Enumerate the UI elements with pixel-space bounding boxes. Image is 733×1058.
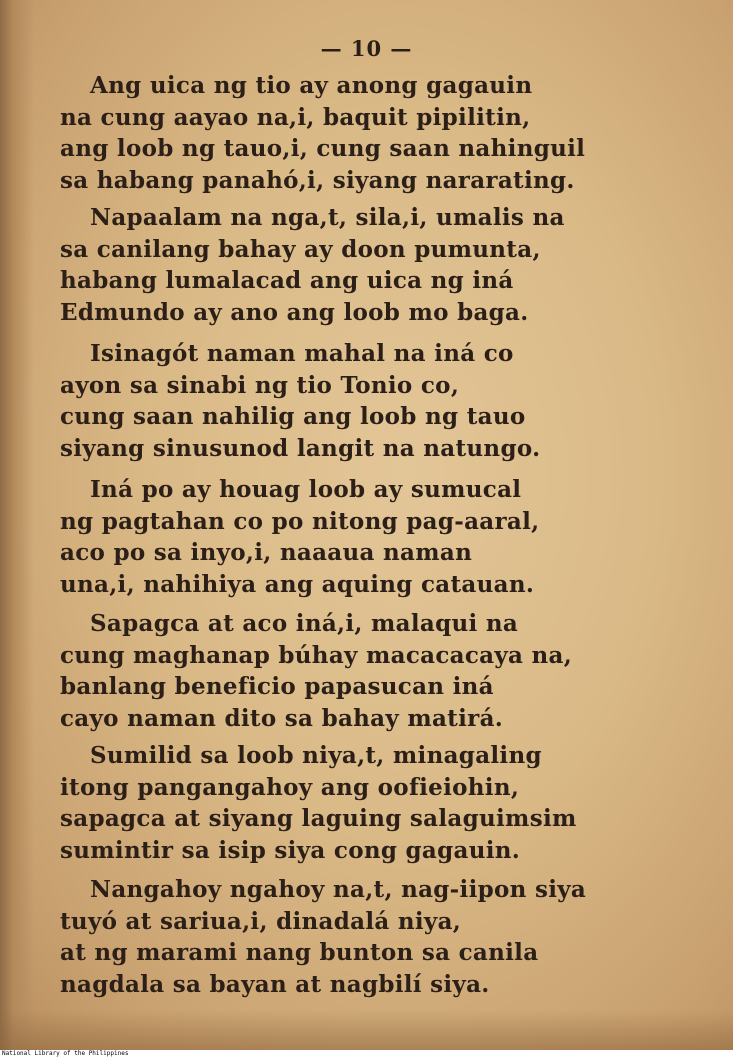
verse-line: Nangahoy ngahoy na,t, nag-iipon siya xyxy=(90,876,587,903)
verse-line: nagdala sa bayan at nagbilí siya. xyxy=(60,970,490,998)
page-number: — 10 — xyxy=(320,36,413,61)
stanza-7 xyxy=(60,874,680,1000)
verse-line: banlang beneficio papasucan iná xyxy=(60,673,494,700)
verse-line: habang lumalacad ang uica ng iná xyxy=(60,267,514,294)
verse-line: cung maghanap búhay macacacaya na, xyxy=(60,641,573,669)
verse-line: Isinagót naman mahal na iná co xyxy=(90,340,514,367)
verse-line: sa habang panahó,i, siyang nararating. xyxy=(60,166,575,194)
stanza-6 xyxy=(60,740,680,866)
verse-line: Ang uica ng tio ay anong gagauin xyxy=(90,72,533,99)
stanza-2 xyxy=(60,202,680,328)
stanza-4 xyxy=(60,474,680,600)
stanza-3 xyxy=(60,338,680,464)
verse-line: tuyó at sariua,i, dinadalá niya, xyxy=(60,907,462,935)
verse-line: ang loob ng tauo,i, cung saan nahinguil xyxy=(60,135,586,162)
verse-line: una,i, nahihiya ang aquing catauan. xyxy=(60,570,535,598)
footer-credit: National Library of the Philippines xyxy=(0,1050,733,1058)
verse-line: siyang sinusunod langit na natungo. xyxy=(60,434,541,462)
verse-line: na cung aayao na,i, baquit pipilitin, xyxy=(60,103,531,131)
verse-line: at ng marami nang bunton sa canila xyxy=(60,939,539,966)
verse-line: itong pangangahoy ang oofieiohin, xyxy=(60,773,520,801)
verse-line: aco po sa inyo,i, naaaua naman xyxy=(60,539,473,566)
verse-line: Sumilid sa loob niya,t, minagaling xyxy=(90,742,542,769)
verse-line: sapagca at siyang laguing salaguimsim xyxy=(60,805,577,832)
verse-line: Edmundo ay ano ang loob mo baga. xyxy=(60,298,529,326)
verse-line: ng pagtahan co po nitong pag-aaral, xyxy=(60,507,540,535)
verse-line: Sapagca at aco iná,i, malaqui na xyxy=(90,610,519,637)
verse-line: sa canilang bahay ay doon pumunta, xyxy=(60,235,541,263)
page-binding-shadow xyxy=(0,0,34,1050)
verse-line: sumintir sa isip siya cong gagauin. xyxy=(60,836,521,864)
stanza-1 xyxy=(60,70,680,196)
verse-line: cung saan nahilig ang loob ng tauo xyxy=(60,403,526,430)
verse-line: ayon sa sinabi ng tio Tonio co, xyxy=(60,371,460,399)
verse-line: Iná po ay houag loob ay sumucal xyxy=(90,476,522,503)
verse-line: Napaalam na nga,t, sila,i, umalis na xyxy=(90,204,565,231)
page-bottom-shadow xyxy=(0,1010,733,1050)
stanza-5 xyxy=(60,608,680,734)
verse-line: cayo naman dito sa bahay matirá. xyxy=(60,704,504,732)
